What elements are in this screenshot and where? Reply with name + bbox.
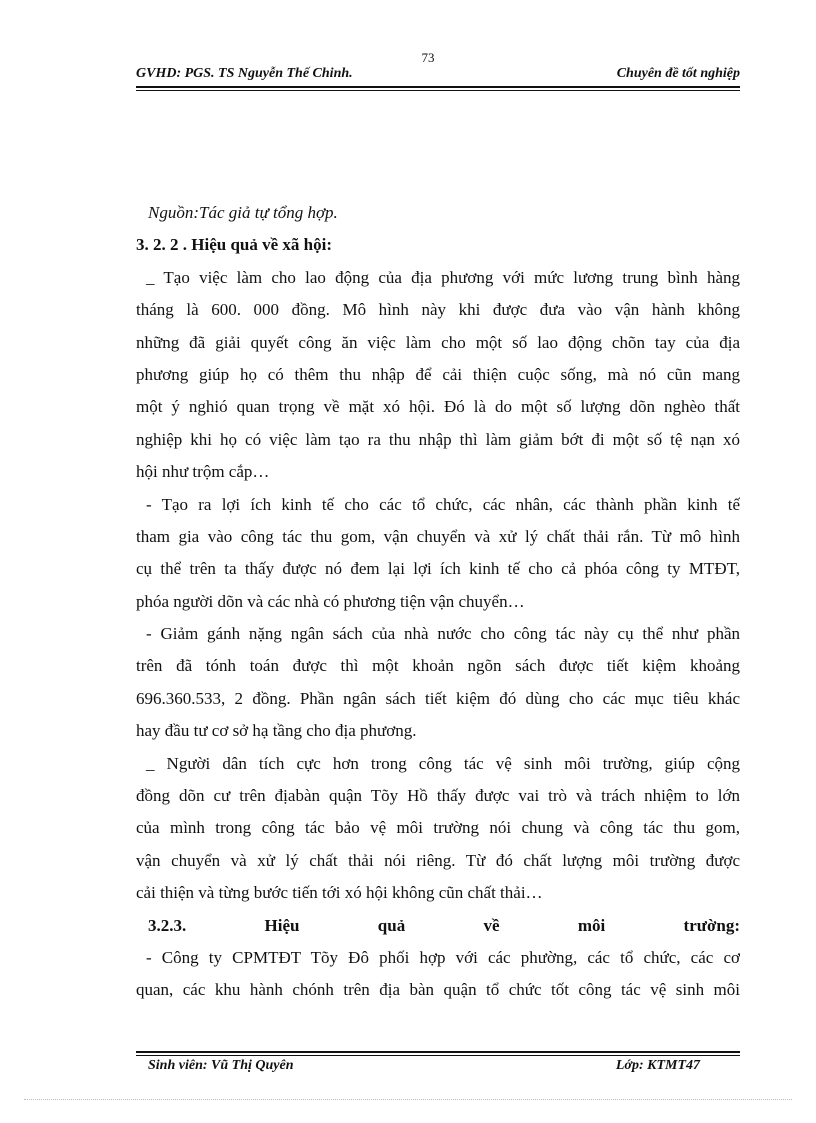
text-line: - Tạo ra lợi ích kinh tế cho các tổ chức, các nhân, các thành phần kinh tế [146,494,740,514]
text-line: phóa người dõn và các nhà có phương tiện vận chuyển… [136,591,525,611]
text-line: đồng dõn cư trên địabàn quận Tõy Hồ thấy được vai trò và trách nhiệm to lớn [136,786,740,806]
text-line: cải thiện và từng bước tiến tới xó hội không cũn chất thải… [136,883,543,903]
text-line: vận chuyển và xử lý chất thải nói riêng. Từ đó chất lượng môi trường được [136,850,740,870]
text-line: hội như trộm cắp… [136,462,270,482]
text-line: tháng là 600. 000 đồng. Mô hình này khi được đưa vào vận hành không [136,300,740,320]
text-line: - Công ty CPMTĐT Tõy Đô phối hợp với các phường, các tổ chức, các cơ [146,947,740,967]
text-line: cụ thể trên ta thấy được nó đem lại lợi ích kinh tế cho cả phóa công ty MTĐT, [136,559,740,579]
section-heading-322: 3. 2. 2 . Hiệu quả về xã hội: [136,235,332,255]
page-boundary [24,1099,792,1100]
heading-word: môi [577,915,606,935]
text-line: một ý nghió quan trọng về mặt xó hội. Đó là do một số lượng dõn nghèo thất [136,397,740,417]
paragraph-environment [136,942,740,1007]
section-heading-323 [136,910,740,942]
header-advisor: GVHD: PGS. TS Nguyễn Thế Chinh. [136,66,353,81]
text-line: - Giảm gánh nặng ngân sách của nhà nước cho công tác này cụ thể như phần [146,624,740,644]
heading-word: về [483,915,500,935]
footer-student: Sinh viên: Vũ Thị Quyên [148,1058,294,1073]
text-line: 696.360.533, 2 đồng. Phần ngân sách tiết kiệm đó dùng cho các mục tiêu khác [136,688,740,708]
header-rule [136,86,740,88]
text-line: quan, các khu hành chónh trên địa bàn quận tổ chức tốt công tác vệ sinh môi [136,980,740,1000]
text-line: trên đã tónh toán được thì một khoản ngõn sách được tiết kiệm khoảng [136,656,740,676]
heading-word: 3.2.3. [148,915,187,935]
header-document-type: Chuyên đề tốt nghiệp [616,66,740,81]
footer-rule-thin [136,1055,740,1056]
text-line: của mình trong công tác bảo vệ môi trường nói chung và công tác thu gom, [136,818,740,838]
header-rule-thin [136,90,740,91]
text-line: nghiệp khi họ có việc làm tạo ra thu nhập thì làm giảm bớt đi một số tệ nạn xó [136,429,740,449]
footer-rule [136,1051,740,1053]
page-number: 73 [421,50,435,65]
text-line: tham gia vào công tác thu gom, vận chuyển và xử lý chất thải rắn. Từ mô hình [136,526,740,546]
text-line: những đã giải quyết công ăn việc làm cho một số lao động chõn tay của địa [136,332,740,352]
heading-word: trường: [683,915,740,935]
text-line: hay đầu tư cơ sở hạ tầng cho địa phương. [136,721,417,741]
text-line: _ Người dân tích cực hơn trong công tác vệ sinh môi trường, giúp cộng [146,753,740,773]
page-footer [148,1058,700,1076]
paragraph-economic-benefit [136,489,740,619]
footer-class: Lớp: KTMT47 [615,1058,700,1073]
page-body [136,197,740,1007]
heading-word: quả [377,915,406,935]
page-header [136,66,740,84]
paragraph-community [136,748,740,910]
text-line: phương giúp họ có thêm thu nhập để cải thiện cuộc sống, mà nó cũn mang [136,364,740,384]
source-note: Nguồn:Tác giả tự tổng hợp. [148,203,338,222]
text-line: _ Tạo việc làm cho lao động của địa phương với mức lương trung bình hàng [146,267,740,287]
paragraph-budget [136,618,740,748]
heading-word: Hiệu [264,915,300,935]
paragraph-social-jobs [136,262,740,489]
